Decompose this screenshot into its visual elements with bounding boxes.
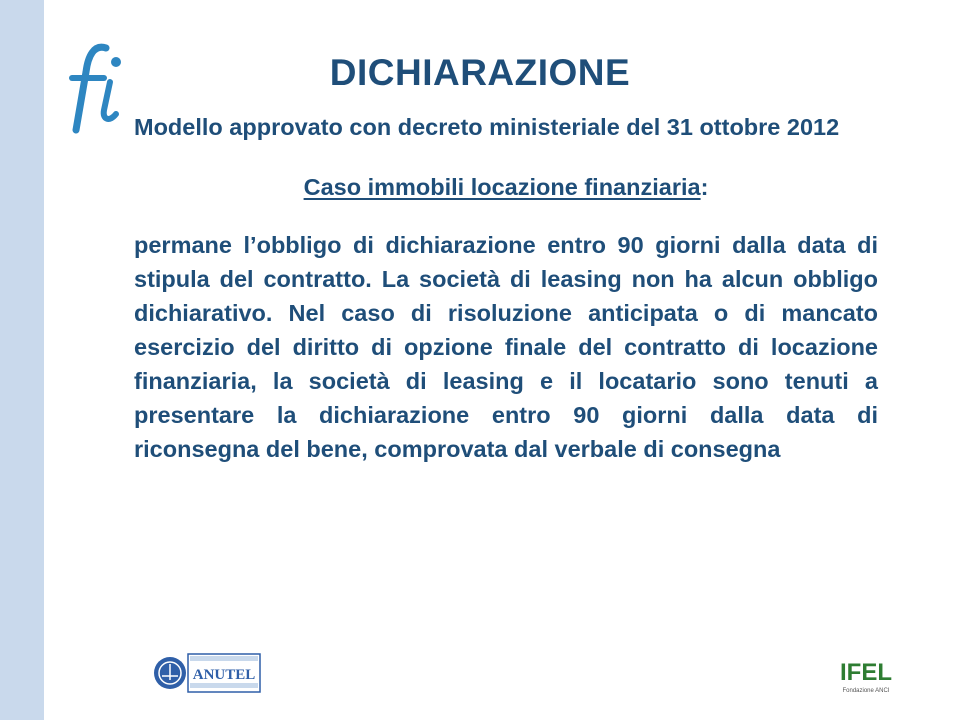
subtitle-underlined: Caso immobili locazione finanziaria [303,174,701,200]
anutel-logo-text: ANUTEL [192,667,256,683]
ifel-logo-icon [838,654,894,696]
ifel-logo-subtext: Fondazione ANCI [842,688,890,694]
fi-logo-text: fi [58,38,59,39]
slide-content [134,110,878,466]
subtitle-suffix: : [700,174,709,200]
page-title: DICHIARAZIONE [329,52,631,93]
subtitle [134,170,878,204]
ifel-logo-text: IFEL [840,659,892,686]
anutel-logo-icon [152,650,262,696]
body-text: permane l’obbligo di dichiarazione entro 90 giorni dalla data di stipula del contratto. La società di leasing non ha alcun obbligo dichiarativo. Nel caso di risoluzione anticipata o di mancato esercizio del diritto di opzione finale del contratto di locazione finanziaria, la società di leasing e il locatario sono tenuti a presentare la dichiarazione entro 90 giorni dalla data di riconsegna del bene, comprovata dal verbale di consegna [134,232,878,462]
side-bar [0,0,44,720]
intro-text: Modello approvato con decreto ministeriale del 31 ottobre 2012 [134,114,840,140]
